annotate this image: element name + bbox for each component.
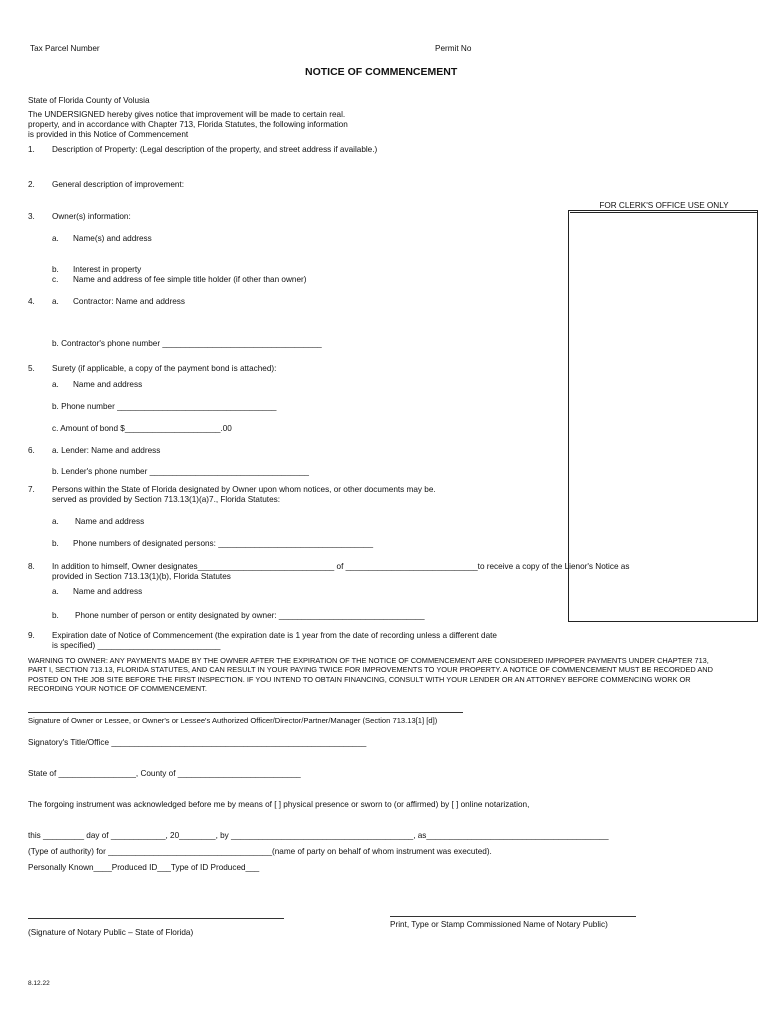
sub-label: a. (52, 380, 59, 389)
item-number: 2. (28, 180, 35, 189)
sub-label: c. (52, 275, 59, 284)
owner-name-address: Name(s) and address (73, 234, 152, 243)
sub-label: a. (52, 297, 59, 306)
sub-label: b. (52, 611, 59, 620)
designated-name-address: Name and address (75, 517, 145, 526)
contractor-name-address: Contractor: Name and address (73, 297, 185, 306)
item-number: 9. (28, 631, 35, 640)
item-number: 4. (28, 297, 35, 306)
owner-signature-line (28, 712, 463, 713)
item-number: 6. (28, 446, 35, 455)
item-2-improvement-description: General description of improvement: (52, 180, 184, 189)
item-number: 3. (28, 212, 35, 221)
acknowledgment-date-line: this _________ day of ____________, 20________, by ________________________________________, as________________________________________ (28, 831, 609, 840)
notary-state-county: State of _________________, County of ___________________________ (28, 769, 301, 778)
contractor-phone: b. Contractor's phone number ___________________________________ (52, 339, 322, 348)
surety-name-address: Name and address (73, 380, 143, 389)
authority-line: (Type of authority) for ____________________________________(name of party on behalf of whom instrument was executed). (28, 847, 492, 856)
intro-line-2: property, and in accordance with Chapter 713, Florida Statutes, the following information (28, 120, 348, 129)
designated-phones: Phone numbers of designated persons: __________________________________ (73, 539, 374, 548)
clerk-office-box (568, 210, 758, 622)
item-5-surety: Surety (if applicable, a copy of the payment bond is attached): (52, 364, 277, 373)
item-1-property-description: Description of Property: (Legal description of the property, and street address if available.) (52, 145, 378, 154)
item-number: 5. (28, 364, 35, 373)
bond-amount: c. Amount of bond $_____________________.00 (52, 424, 232, 433)
item-3-owner-info: Owner(s) information: (52, 212, 131, 221)
sub-label: a. (52, 234, 59, 243)
notary-print-name-line (390, 916, 636, 917)
item-8-line-1: In addition to himself, Owner designates______________________________ of _____________________________to receive a copy of the Lienor's Notice as (52, 562, 630, 571)
item-8-line-2: provided in Section 713.13(1)(b), Florida Statutes (52, 572, 231, 581)
sub-label: a. (52, 587, 59, 596)
item-9-line-1: Expiration date of Notice of Commencement (the expiration date is 1 year from the date of recording unless a different date (52, 631, 497, 640)
lienor-designee-name: Name and address (73, 587, 143, 596)
warning-to-owner: WARNING TO OWNER: ANY PAYMENTS MADE BY THE OWNER AFTER THE EXPIRATION OF THE NOTICE OF COMMENCEMENT ARE CONSIDERED IMPROPER PAYMENTS UNDER CHAPTER 713, PART I, SECTION 713.13, FLORIDA STATUTES, AND CAN RESULT IN YOUR PAYING TWICE FOR IMPROVEMENTS TO YOUR PROPERTY. A NOTICE OF COMMENCEMENT MUST BE RECORDED AND POSTED ON THE JOB SITE BEFORE THE FIRST INSPECTION. IF YOU INTEND TO OBTAIN FINANCING, CONSULT WITH YOUR LENDER OR AN ATTORNEY BEFORE COMMENCING WORK OR RECORDING YOUR NOTICE OF COMMENCEMENT. (28, 656, 713, 693)
notary-signature-line (28, 918, 284, 919)
intro-line-3: is provided in this Notice of Commencement (28, 130, 189, 139)
item-7-line-2: served as provided by Section 713.13(1)(a)7., Florida Statutes: (52, 495, 281, 504)
sub-label: b. (52, 265, 59, 274)
owner-signature-caption: Signature of Owner or Lessee, or Owner's or Lessee's Authorized Officer/Director/Partner/Manager (Section 713.13[1] [d]) (28, 716, 438, 725)
item-number: 8. (28, 562, 35, 571)
signatory-title-office: Signatory's Title/Office ________________________________________________________ (28, 738, 367, 747)
sub-label: b. (52, 539, 59, 548)
lender-name-address: a. Lender: Name and address (52, 446, 161, 455)
clerk-office-label: FOR CLERK'S OFFICE USE ONLY (570, 201, 758, 213)
state-county-line: State of Florida County of Volusia (28, 96, 150, 105)
identification-line: Personally Known____Produced ID___Type of ID Produced___ (28, 863, 260, 872)
sub-label: a. (52, 517, 59, 526)
notary-print-name-caption: Print, Type or Stamp Commissioned Name of Notary Public) (390, 920, 608, 929)
permit-label: Permit No (435, 44, 472, 53)
acknowledgment-line: The forgoing instrument was acknowledged before me by means of [ ] physical presence or sworn to (or affirmed) by [ ] online notarization, (28, 800, 530, 809)
owner-interest: Interest in property (73, 265, 142, 274)
notary-signature-caption: (Signature of Notary Public – State of Florida) (28, 928, 194, 937)
page-title: NOTICE OF COMMENCEMENT (305, 66, 458, 78)
surety-phone: b. Phone number ___________________________________ (52, 402, 277, 411)
item-7-line-1: Persons within the State of Florida designated by Owner upon whom notices, or other documents may be. (52, 485, 436, 494)
lienor-designee-phone: Phone number of person or entity designated by owner: ________________________________ (75, 611, 425, 620)
item-9-line-2: is specified) ___________________________ (52, 641, 221, 650)
intro-line-1: The UNDERSIGNED hereby gives notice that improvement will be made to certain real. (28, 110, 346, 119)
lender-phone: b. Lender's phone number ___________________________________ (52, 467, 309, 476)
fee-simple-holder: Name and address of fee simple title holder (if other than owner) (73, 275, 307, 284)
tax-parcel-label: Tax Parcel Number (30, 44, 100, 53)
form-version: 8.12.22 (28, 980, 50, 987)
item-number: 7. (28, 485, 35, 494)
item-number: 1. (28, 145, 35, 154)
